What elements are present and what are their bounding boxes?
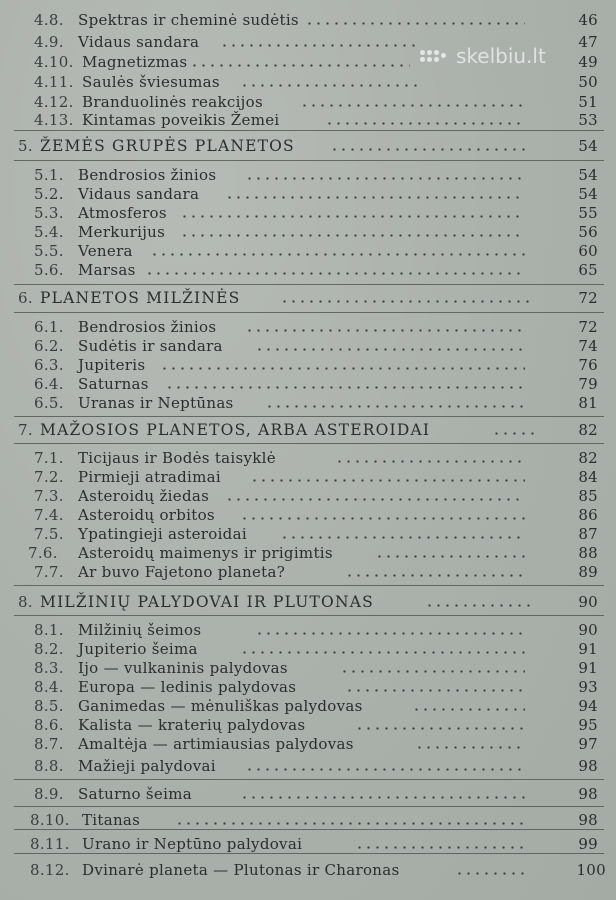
toc-entry [0, 543, 616, 563]
dot-leader [455, 872, 525, 875]
dot-leader [190, 64, 410, 67]
dot-leader [345, 574, 525, 577]
section-divider [14, 779, 604, 780]
section-divider [14, 806, 604, 807]
dot-leader [375, 555, 525, 558]
toc-page: 54 [578, 137, 598, 155]
toc-title: Europa — ledinis palydovas [78, 678, 297, 696]
toc-number: 5.1. [34, 166, 64, 184]
dot-leader [240, 651, 525, 654]
toc-title: Ar buvo Fajetono planeta? [78, 563, 286, 581]
toc-page: 82 [578, 449, 598, 467]
toc-page: 76 [578, 356, 598, 374]
dot-leader [280, 536, 525, 539]
toc-title: Saulės šviesumas [82, 73, 220, 91]
dot-leader [220, 44, 420, 47]
toc-entry [0, 374, 616, 394]
toc-title: Titanas [82, 811, 141, 829]
dot-leader [250, 479, 525, 482]
toc-entry [0, 203, 616, 223]
toc-page: 47 [578, 33, 598, 51]
toc-page: 84 [578, 468, 598, 486]
dot-leader [150, 253, 525, 256]
dot-leader [180, 215, 525, 218]
toc-title: Asteroidų orbitos [78, 506, 215, 524]
toc-page: 99 [578, 835, 598, 853]
toc-entry [0, 696, 616, 716]
toc-title: Merkurijus [78, 223, 166, 241]
toc-number: 8.8. [34, 757, 64, 775]
dot-leader [145, 272, 525, 275]
toc-page: 74 [578, 337, 598, 355]
toc-entry [0, 165, 616, 185]
toc-entry [0, 486, 616, 506]
toc-number: 6.1. [34, 318, 64, 336]
toc-entry [0, 110, 616, 130]
dot-leader [245, 768, 525, 771]
toc-entry [0, 92, 616, 112]
toc-number: 8.2. [34, 640, 64, 658]
dot-leader [335, 460, 525, 463]
toc-page: 87 [578, 525, 598, 543]
toc-title: Venera [78, 242, 133, 260]
toc-section [0, 420, 616, 440]
toc-title: Ypatingieji asteroidai [78, 525, 247, 543]
toc-entry [0, 336, 616, 356]
toc-entry [0, 72, 616, 92]
toc-title: Atmosferos [78, 204, 167, 222]
toc-page: 93 [578, 678, 598, 696]
toc-entry [0, 184, 616, 204]
dot-leader [412, 708, 525, 711]
toc-entry [0, 784, 616, 804]
section-divider [14, 829, 604, 830]
toc-section [0, 288, 616, 308]
toc-number: 4.12. [34, 93, 74, 111]
toc-number: 8.7. [34, 735, 64, 753]
toc-entry [0, 32, 616, 52]
toc-page: 95 [578, 716, 598, 734]
toc-title: Asteroidų maimenys ir prigimtis [78, 544, 333, 562]
toc-page: 85 [578, 487, 598, 505]
toc-page: 91 [578, 640, 598, 658]
toc-number: 8. [18, 593, 33, 611]
toc-title: Vidaus sandara [78, 33, 200, 51]
dot-leader [160, 367, 525, 370]
toc-number: 8.9. [34, 785, 64, 803]
toc-page: 55 [578, 204, 598, 222]
dot-leader [265, 405, 525, 408]
toc-page: 65 [578, 261, 598, 279]
toc-entry [0, 734, 616, 754]
toc-number: 4.13. [34, 111, 74, 129]
toc-title: Kalista — kraterių palydovas [78, 716, 306, 734]
toc-number: 8.5. [34, 697, 64, 715]
dot-leader [240, 517, 525, 520]
toc-title: Dvinarė planeta — Plutonas ir Charonas [82, 861, 400, 879]
dot-leader [225, 196, 525, 199]
toc-page: 81 [578, 394, 598, 412]
toc-page: 94 [578, 697, 598, 715]
toc-page: 86 [578, 506, 598, 524]
toc-entry [0, 448, 616, 468]
toc-page: 90 [578, 621, 598, 639]
toc-title: Ticijaus ir Bodės taisyklė [78, 449, 276, 467]
toc-entry [0, 52, 616, 72]
toc-entry [0, 241, 616, 261]
toc-number: 7.3. [34, 487, 64, 505]
dot-leader [305, 22, 525, 25]
toc-page: 79 [578, 375, 598, 393]
dot-leader [345, 689, 525, 692]
dot-leader [280, 300, 530, 303]
section-divider [14, 284, 604, 285]
toc-entry [0, 562, 616, 582]
toc-page: 82 [578, 421, 598, 439]
section-divider [14, 615, 604, 616]
toc-number: 5.6. [34, 261, 64, 279]
toc-page: 98 [578, 811, 598, 829]
toc-title: PLANETOS MILŽINĖS [40, 289, 241, 307]
section-divider [14, 160, 604, 161]
toc-number: 7. [18, 421, 33, 439]
toc-number: 6.3. [34, 356, 64, 374]
dot-leader [240, 84, 420, 87]
toc-page: 53 [578, 111, 598, 129]
toc-number: 6.4. [34, 375, 64, 393]
toc-page: 54 [578, 185, 598, 203]
toc-number: 7.1. [34, 449, 64, 467]
section-divider [14, 585, 604, 586]
toc-number: 8.3. [34, 659, 64, 677]
toc-page: 60 [578, 242, 598, 260]
toc-number: 7.6. [28, 544, 58, 562]
toc-number: 7.2. [34, 468, 64, 486]
toc-page: 51 [578, 93, 598, 111]
toc-entry [0, 317, 616, 337]
toc-number: 4.10. [34, 53, 74, 71]
section-divider [14, 416, 604, 417]
toc-page: 98 [578, 757, 598, 775]
toc-entry [0, 715, 616, 735]
toc-number: 4.9. [34, 33, 64, 51]
dot-leader [255, 348, 525, 351]
toc-title: Jupiteris [78, 356, 146, 374]
section-divider [14, 130, 604, 131]
toc-title: Uranas ir Neptūnas [78, 394, 234, 412]
toc-title: Branduolinės reakcijos [82, 93, 263, 111]
toc-title: MILŽINIŲ PALYDOVAI IR PLUTONAS [40, 593, 374, 611]
toc-number: 6. [18, 289, 33, 307]
section-divider [14, 853, 604, 854]
toc-number: 8.12. [30, 861, 70, 879]
toc-number: 7.5. [34, 525, 64, 543]
toc-page: 97 [578, 735, 598, 753]
dot-leader [325, 122, 525, 125]
toc-page: 50 [578, 73, 598, 91]
toc-title: Ganimedas — mėnuliškas palydovas [78, 697, 363, 715]
toc-title: Saturnas [78, 375, 149, 393]
toc-page: 100 [576, 861, 606, 879]
toc-title: MAŽOSIOS PLANETOS, ARBA ASTEROIDAI [40, 421, 431, 439]
toc-title: Urano ir Neptūno palydovai [82, 835, 303, 853]
toc-page: 72 [578, 318, 598, 336]
toc-title: ŽEMĖS GRUPĖS PLANETOS [40, 137, 295, 155]
toc-page: 98 [578, 785, 598, 803]
toc-page: 90 [578, 593, 598, 611]
dot-leader [225, 498, 525, 501]
toc-number: 5. [18, 137, 33, 155]
toc-number: 7.4. [34, 506, 64, 524]
toc-title: Milžinių šeimos [78, 621, 202, 639]
toc-entry [0, 860, 616, 880]
toc-number: 4.8. [34, 11, 64, 29]
dot-leader [165, 386, 525, 389]
toc-title: Asteroidų žiedas [78, 487, 210, 505]
watermark-text: skelbiu.lt [456, 44, 546, 68]
toc-title: Sudėtis ir sandara [78, 337, 223, 355]
toc-title: Kintamas poveikis Žemei [82, 111, 280, 129]
dot-leader [415, 746, 525, 749]
section-divider [14, 443, 604, 444]
toc-page: 54 [578, 166, 598, 184]
toc-number: 8.10. [30, 811, 70, 829]
dot-leader [240, 796, 525, 799]
toc-title: Ijo — vulkaninis palydovas [78, 659, 288, 677]
toc-number: 5.3. [34, 204, 64, 222]
toc-entry [0, 756, 616, 776]
toc-entry [0, 355, 616, 375]
toc-title: Bendrosios žinios [78, 166, 217, 184]
toc-page: 88 [578, 544, 598, 562]
toc-title: Vidaus sandara [78, 185, 200, 203]
dot-leader [255, 632, 525, 635]
toc-entry [0, 677, 616, 697]
dot-leader [425, 604, 535, 607]
toc-number: 5.5. [34, 242, 64, 260]
toc-number: 6.5. [34, 394, 64, 412]
toc-entry [0, 10, 616, 30]
toc-entry [0, 222, 616, 242]
dot-leader [330, 148, 530, 151]
toc-entry [0, 505, 616, 525]
dot-leader [340, 670, 525, 673]
toc-title: Spektras ir cheminė sudėtis [78, 11, 299, 29]
toc-title: Pirmieji atradimai [78, 468, 222, 486]
toc-entry [0, 620, 616, 640]
toc-number: 7.7. [34, 563, 64, 581]
toc-page: 91 [578, 659, 598, 677]
toc-number: 5.2. [34, 185, 64, 203]
dot-leader [492, 432, 540, 435]
toc-number: 5.4. [34, 223, 64, 241]
toc-title: Magnetizmas [82, 53, 188, 71]
toc-title: Marsas [78, 261, 136, 279]
toc-title: Mažieji palydovai [78, 757, 216, 775]
dot-leader [245, 329, 525, 332]
toc-entry [0, 810, 616, 830]
toc-title: Amaltėja — artimiausias palydovas [78, 735, 354, 753]
toc-entry [0, 260, 616, 280]
toc-page: 56 [578, 223, 598, 241]
toc-page: 89 [578, 563, 598, 581]
toc-number: 8.6. [34, 716, 64, 734]
toc-section [0, 136, 616, 156]
section-divider [14, 312, 604, 313]
toc-entry [0, 467, 616, 487]
toc-page: 46 [578, 11, 598, 29]
toc-number: 8.4. [34, 678, 64, 696]
toc-number: 6.2. [34, 337, 64, 355]
toc-number: 8.1. [34, 621, 64, 639]
toc-page: 49 [578, 53, 598, 71]
toc-title: Bendrosios žinios [78, 318, 217, 336]
toc-entry [0, 393, 616, 413]
toc-entry [0, 658, 616, 678]
dot-leader [300, 104, 525, 107]
toc-entry [0, 834, 616, 854]
dot-leader [175, 822, 525, 825]
dot-leader [245, 177, 525, 180]
toc-entry [0, 639, 616, 659]
dot-leader [355, 727, 525, 730]
toc-section [0, 592, 616, 612]
toc-number: 4.11. [34, 73, 74, 91]
toc-title: Jupiterio šeima [78, 640, 198, 658]
toc-page: 72 [578, 289, 598, 307]
toc-entry [0, 524, 616, 544]
dot-leader [180, 234, 525, 237]
toc-number: 8.11. [30, 835, 70, 853]
toc-title: Saturno šeima [78, 785, 192, 803]
dot-leader [355, 846, 525, 849]
